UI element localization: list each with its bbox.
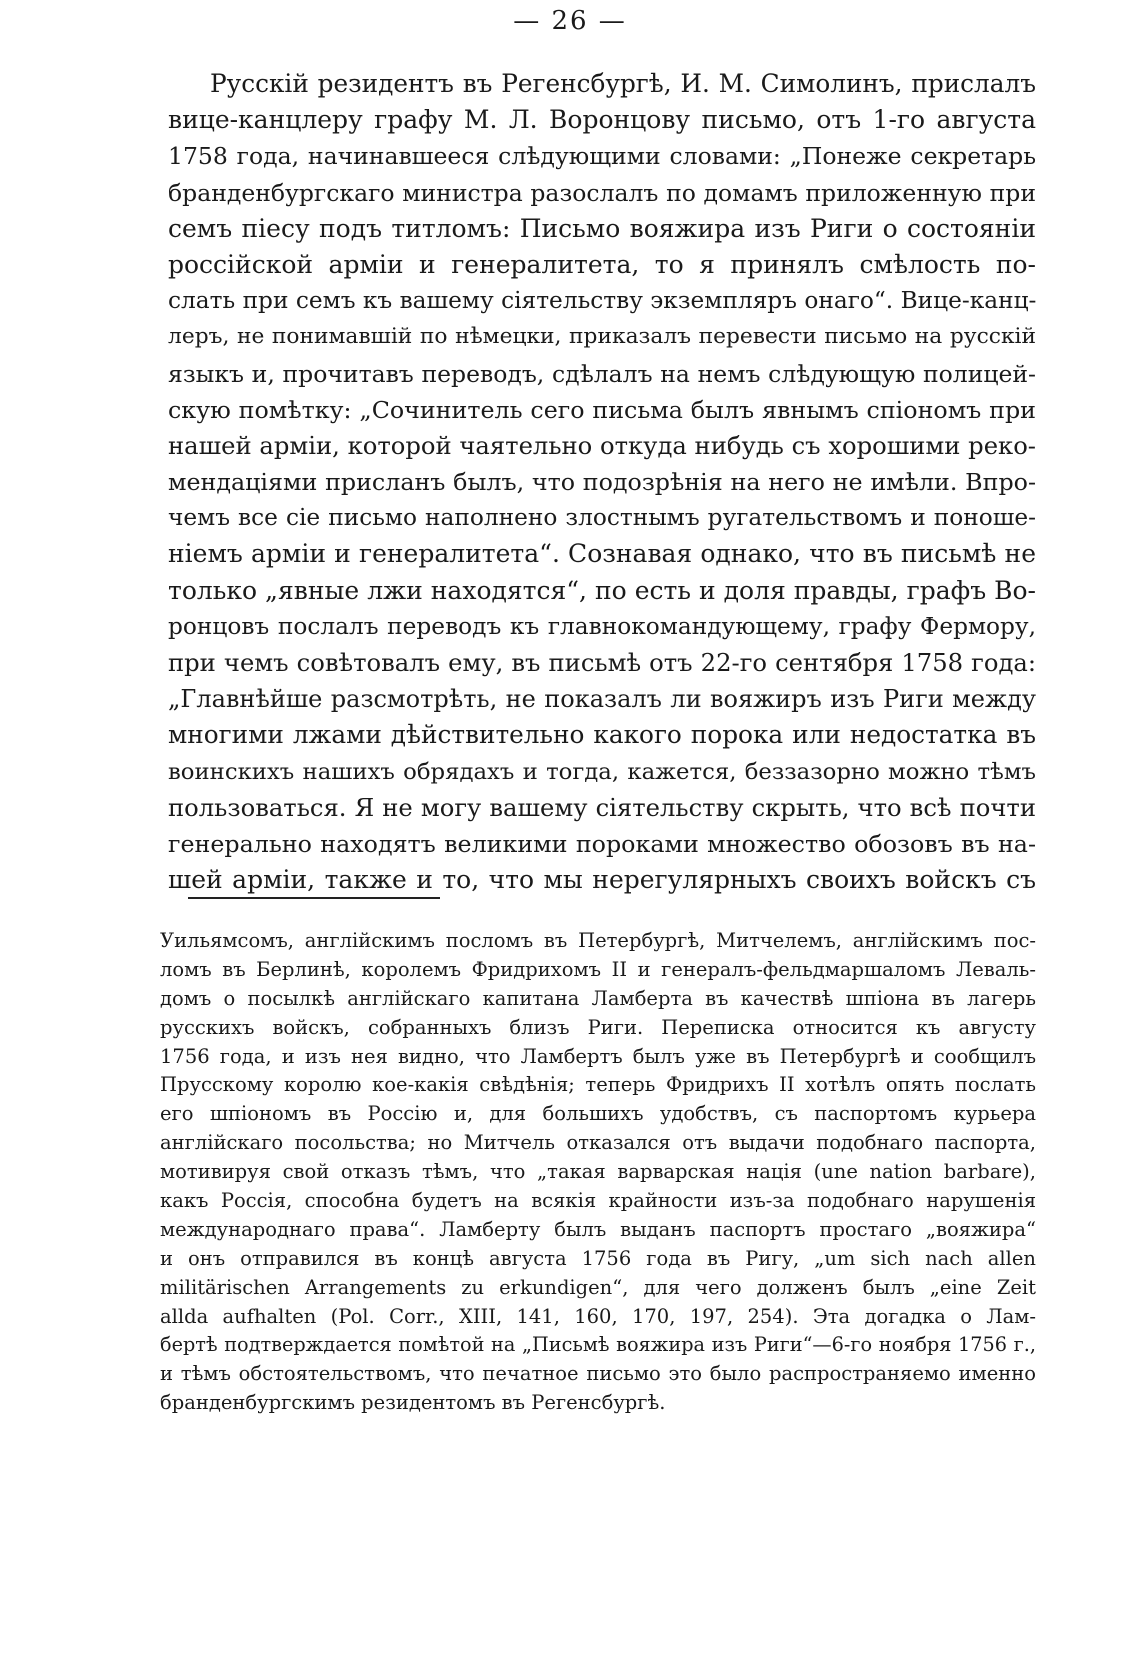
main-line: вице-канцлеру графу М. Л. Воронцову письмо, отъ 1-го августа <box>168 105 1036 135</box>
main-line: при чемъ совѣтовалъ ему, въ письмѣ отъ 22-го сентября 1758 года: <box>168 648 1036 677</box>
footnote-line: его шпіономъ въ Россію и, для большихъ удобствъ, съ паспортомъ курьера <box>160 1102 1036 1126</box>
main-line: леръ, не понимавшій по нѣмецки, приказалъ перевести письмо на русскій <box>168 324 1036 350</box>
footnote-line: англійскаго посольства; но Митчель отказался отъ выдачи подобнаго паспорта, <box>160 1131 1036 1155</box>
footnote-text <box>160 927 1036 1418</box>
main-line: 1758 года, начинавшееся слѣдующими словами: „Понеже секретарь <box>168 142 1036 171</box>
main-line: многими лжами дѣйствительно какого порока или недостатка въ <box>168 720 1036 750</box>
main-text <box>168 66 1036 898</box>
main-line: шей арміи, также и то, что мы нерегулярныхъ своихъ войскъ съ <box>168 865 1036 895</box>
main-line: мендаціями присланъ былъ, что подозрѣнія на него не имѣли. Впро- <box>168 468 1036 497</box>
main-line: скую помѣтку: „Сочинитель сего письма былъ явнымъ спіономъ при <box>168 395 1036 424</box>
footnote-line: домъ о посылкѣ англійскаго капитана Ламберта въ качествѣ шпіона въ лагерь <box>160 986 1036 1010</box>
footnote-line: и тѣмъ обстоятельствомъ, что печатное письмо это было распространяемо именно <box>160 1362 1036 1386</box>
main-line: генерально находятъ великими пороками множество обозовъ въ на- <box>168 829 1036 858</box>
main-line: бранденбургскаго министра разослалъ по домамъ приложенную при <box>168 178 1036 207</box>
main-line: ніемъ арміи и генералитета“. Сознавая однако, что въ письмѣ не <box>168 539 1036 569</box>
footnote-line: бранденбургскимъ резидентомъ въ Регенсбургѣ. <box>160 1391 666 1415</box>
main-line: только „явные лжи находятся“, по есть и доля правды, графъ Во- <box>168 575 1036 605</box>
main-line: „Главнѣйше разсмотрѣть, не показалъ ли вояжиръ изъ Риги между <box>168 685 1036 714</box>
main-line: ронцовъ послалъ переводъ къ главнокомандующему, графу Фермору, <box>168 612 1036 640</box>
footnote-line: allda aufhalten (Pol. Corr., XIII, 141, 160, 170, 197, 254). Эта догадка о Лам- <box>160 1304 1036 1328</box>
footnote-line: русскихъ войскъ, собранныхъ близъ Риги. Переписка относится къ августу <box>160 1015 1036 1039</box>
main-line: чемъ все сіе письмо наполнено злостнымъ ругательствомъ и поноше- <box>168 504 1036 532</box>
main-line: слать при семъ къ вашему сіятельству экземпляръ онаго“. Вице-канц- <box>168 287 1037 315</box>
main-line: языкъ и, прочитавъ переводъ, сдѣлалъ на немъ слѣдующую полицей- <box>168 359 1036 388</box>
main-line: россійской арміи и генералитета, то я принялъ смѣлость по- <box>168 249 1036 279</box>
footnote-line: Уильямсомъ, англійскимъ посломъ въ Петербургѣ, Митчелемъ, англійскимъ пос- <box>160 929 1036 952</box>
main-line: нашей арміи, которой чаятельно откуда нибудь съ хорошими реко- <box>168 430 1036 460</box>
footnote-line: какъ Россія, способна будетъ на всякія крайности изъ-за подобнаго нарушенія <box>160 1189 1036 1213</box>
footnote-line: бертѣ подтверждается помѣтой на „Письмѣ вояжира изъ Риги“—6-го ноября 1756 г., <box>160 1333 1036 1357</box>
footnote-line: Прусскому королю кое-какія свѣдѣнія; теперь Фридрихъ II хотѣлъ опять послать <box>160 1073 1036 1097</box>
footnote-line: ломъ въ Берлинѣ, королемъ Фридрихомъ II и генералъ-фельдмаршаломъ Леваль- <box>160 957 1036 981</box>
main-line: пользоваться. Я не могу вашему сіятельству скрыть, что всѣ почти <box>168 792 1036 822</box>
main-line: воинскихъ нашихъ обрядахъ и тогда, кажется, беззазорно можно тѣмъ <box>168 758 1036 785</box>
footnote-line: 1756 года, и изъ нея видно, что Ламбертъ былъ уже въ Петербургѣ и сообщилъ <box>160 1044 1036 1068</box>
footnote-divider <box>188 897 440 899</box>
footnote-line: и онъ отправился въ концѣ августа 1756 года въ Ригу, „um sich nach allen <box>160 1246 1036 1270</box>
footnote-line: militärischen Arrangements zu erkundigen“, для чего долженъ былъ „eine Zeit <box>160 1275 1036 1299</box>
main-line: семъ піесу подъ титломъ: Письмо вояжира изъ Риги о состояніи <box>168 213 1036 243</box>
footnote-line: международнаго права“. Ламберту былъ выданъ паспортъ простаго „вояжира“ <box>160 1217 1036 1241</box>
main-line: Русскій резидентъ въ Регенсбургѣ, И. М. Симолинъ, прислалъ <box>210 69 1036 98</box>
footnote-line: мотивируя свой отказъ тѣмъ, что „такая варварская нація (une nation barbare), <box>160 1160 1036 1184</box>
page-number: — 26 — <box>513 6 627 36</box>
